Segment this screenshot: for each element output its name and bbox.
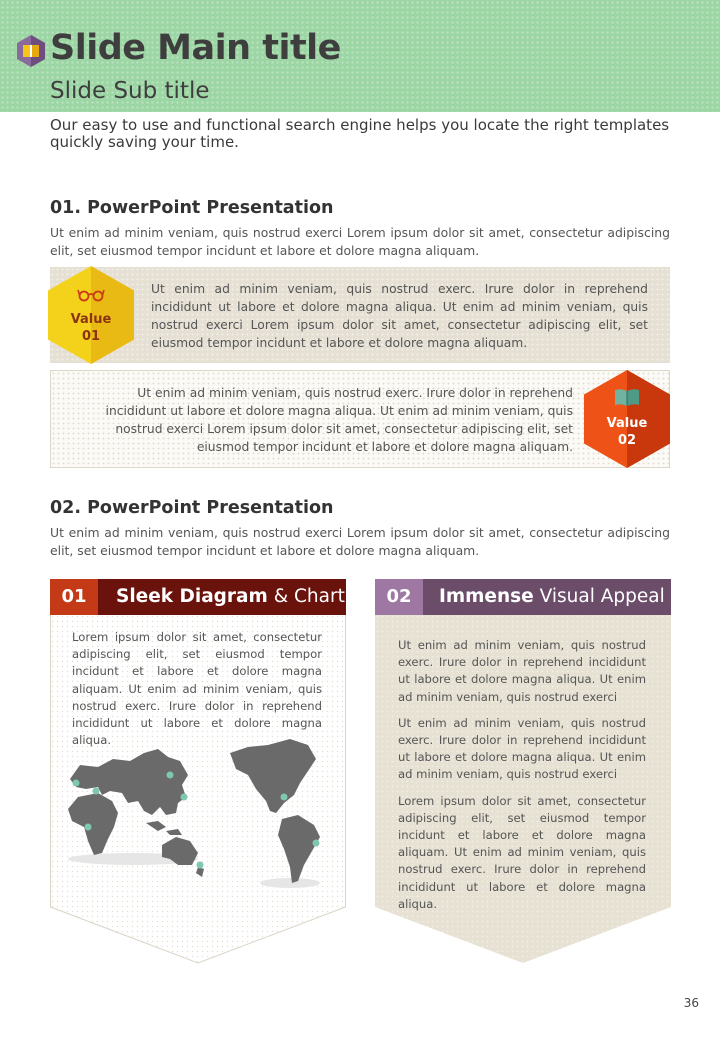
card2-title — [439, 579, 665, 615]
value1-text: Ut enim ad minim veniam, quis nostrud exerc. Irure dolor in reprehend incididunt ut labore et dolore magna aliqua. Ut enim ad minim veniam, quis nostrud exerci Lorem ipsum dolor sit amet, consectetur adipiscing elit, set eiusmod tempor incidunt et labore et dolore magna aliquam. — [151, 282, 648, 350]
book-icon — [14, 34, 48, 68]
value2-box — [50, 370, 670, 468]
value1-box — [50, 267, 670, 363]
card2-number: 02 — [375, 579, 423, 615]
card1-text: Lorem ipsum dolor sit amet, consectetur adipiscing elit, set eiusmod tempor incidunt et labore et dolore magna aliquam. Ut enim ad minim veniam, quis nostrud exerc. Irure dolor in reprehend incididunt ut labore et dolore magna aliqua. — [72, 630, 322, 748]
section1-text: Ut enim ad minim veniam, quis nostrud exerci Lorem ipsum dolor sit amet, consectetur adipiscing elit, set eiusmod tempor incidunt et labore et dolore magna aliquam. — [50, 225, 670, 258]
card1-title — [116, 579, 345, 615]
intro-text: Our easy to use and functional search engine helps you locate the right templates quickly saving your time. — [50, 116, 670, 151]
value2-label-line2: 02 — [617, 433, 637, 448]
card1-title-bold: Sleek Diagram — [116, 586, 268, 607]
value2-text: Ut enim ad minim veniam, quis nostrud exerc. Irure dolor in reprehend incididunt ut labore et dolore magna aliqua. Ut enim ad minim veniam, quis nostrud exerci Lorem ipsum dolor sit amet, consectetur adipiscing elit, set eiusmod tempor incidunt et labore et dolore magna aliquam. — [105, 386, 573, 454]
card2-header — [375, 579, 671, 615]
value1-label-line1: Value — [70, 312, 112, 327]
card-sleek-diagram — [50, 579, 346, 964]
header-band — [0, 0, 720, 112]
card2-title-rest: Visual Appeal — [533, 586, 665, 607]
card2-para2: Ut enim ad minim veniam, quis nostrud exerc. Irure dolor in reprehend incididunt ut labore et dolore magna aliqua. Ut enim ad minim veniam, quis nostrud exerci — [398, 715, 646, 782]
open-book-icon — [613, 387, 641, 407]
card2-para1: Ut enim ad minim veniam, quis nostrud exerc. Irure dolor in reprehend incididunt ut labore et dolore magna aliqua. Ut enim ad minim veniam, quis nostrud exerci — [398, 638, 646, 704]
page-title: Slide Main title — [50, 28, 341, 68]
section2-title: 02. PowerPoint Presentation — [50, 498, 334, 518]
page-subtitle: Slide Sub title — [50, 78, 210, 104]
value2-label — [584, 415, 670, 449]
value1-label — [48, 311, 134, 345]
section1-title: 01. PowerPoint Presentation — [50, 198, 334, 218]
card1-header — [50, 579, 346, 615]
card2-title-bold: Immense — [439, 586, 534, 607]
card1-title-rest: & Chart — [267, 586, 345, 607]
world-map-image — [58, 731, 328, 891]
section2-text: Ut enim ad minim veniam, quis nostrud exerci Lorem ipsum dolor sit amet, consectetur adipiscing elit, set eiusmod tempor incidunt et labore et dolore magna aliquam. — [50, 525, 670, 558]
page-number: 36 — [683, 996, 699, 1010]
card2-para3: Lorem ipsum dolor sit amet, consectetur adipiscing elit, set eiusmod tempor incidunt et labore et dolore magna aliquam. Ut enim ad minim veniam, quis nostrud exerc. Irure dolor in reprehend incididunt ut labore et dolore magna aliqua. — [398, 793, 646, 911]
card1-number: 01 — [50, 579, 98, 615]
card2-text — [398, 637, 646, 922]
glasses-icon — [77, 288, 105, 302]
value2-label-line1: Value — [606, 416, 648, 431]
card-immense-visual — [375, 579, 671, 964]
value1-label-line2: 01 — [81, 329, 101, 344]
